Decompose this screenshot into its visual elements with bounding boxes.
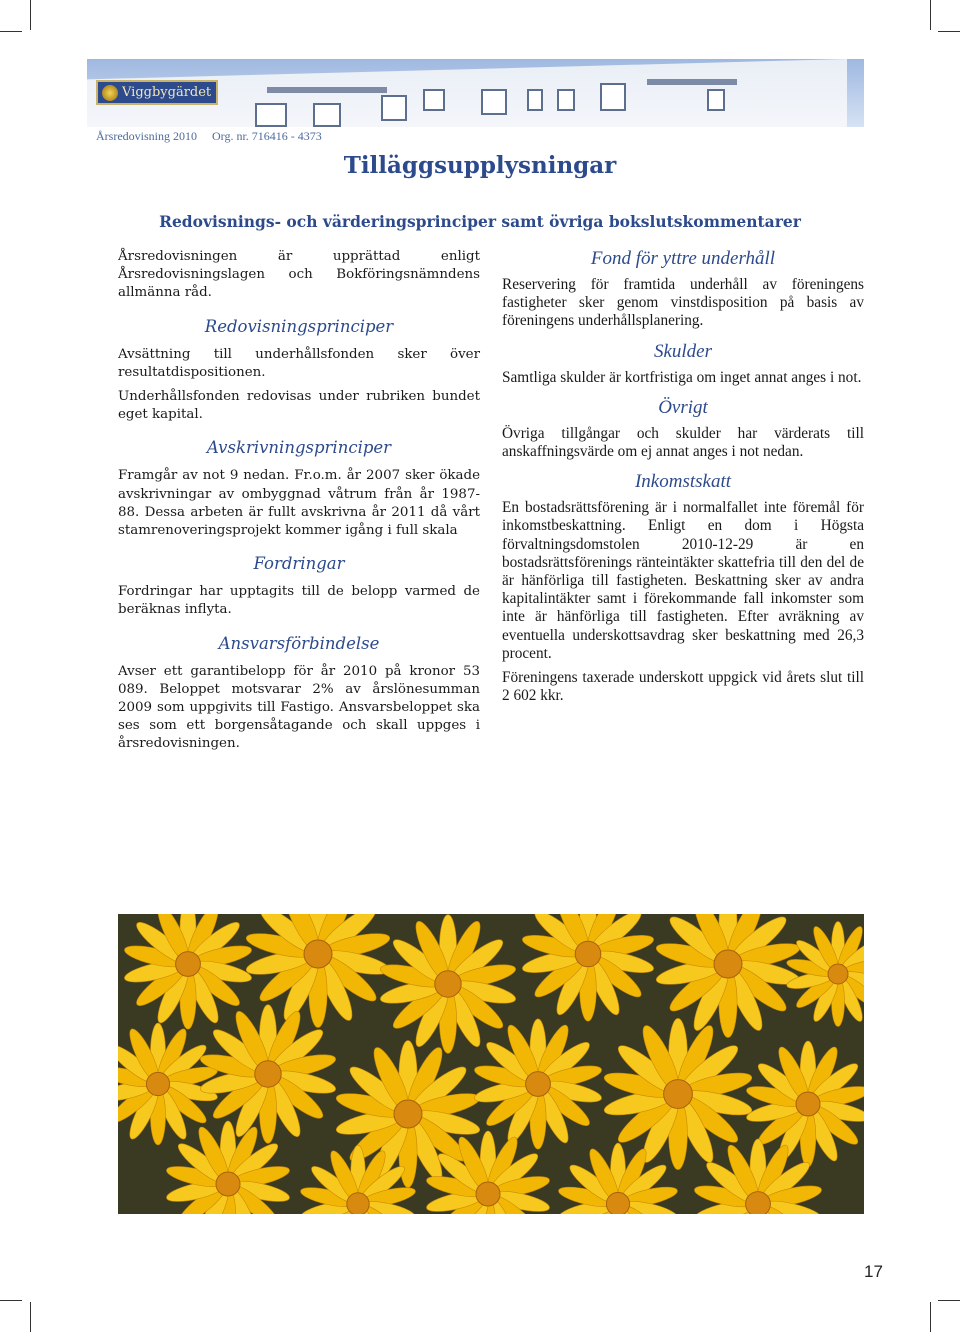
page-subtitle: Redovisnings- och värderingsprinciper samt övriga bokslutskommentarer [159,212,801,231]
crop-mark [30,1302,31,1332]
window [255,103,287,127]
window [481,89,507,115]
section-title: Fordringar [253,554,345,574]
window [527,89,543,111]
crop-mark [30,0,31,30]
paragraph: Samtliga skulder är kortfristiga om inget annat anges i not. [502,368,862,386]
right-column [502,248,864,711]
section-title: Ansvarsförbindelse [218,633,380,653]
crop-mark [930,1302,931,1332]
section-title: Inkomstskatt [634,471,732,493]
paragraph: Avser ett garantibelopp för år 2010 på kronor 53 089. Beloppet motsvarar 2% av årslönesumman 2009 som uppgivits till Fastigo. Ansvarsbeloppet ska ses som ett borgensåtagande och skall uppges i årsredovisningen. [118,663,480,752]
paragraph: Framgår av not 9 nedan. Fr.o.m. år 2007 sker ökade avskrivningar av ombyggnad våtrum från år 1987-88. Dessa arbeten är fullt avskrivna år 2011 då vårt stamrenoveringsprojekt kommer igång i full skala [118,468,480,539]
paragraph: Underhållsfonden redovisas under rubriken bundet eget kapital. [118,389,480,423]
window [381,95,407,121]
paragraph: Reservering för framtida underhåll av föreningens fastigheter sker genom vinstdisposition på basis av föreningens underhållsplanering. [502,276,864,330]
crop-mark [0,1300,22,1301]
section-title: Avskrivningsprinciper [206,438,392,458]
window [600,83,626,111]
paragraph: Övriga tillgångar och skulder har värderats till anskaffningsvärde om ej annat anges i not nedan. [502,424,864,461]
crop-mark [930,0,931,30]
section-title: Fond för yttre underhåll [590,248,776,269]
org-number: Org. nr. 716416 - 4373 [212,129,322,143]
crop-mark [938,1300,960,1301]
section-title: Övrigt [658,396,708,418]
intro-paragraph: Årsredovisningen är upprättad enligt Årsredovisningslagen och Bokföringsnämndens allmänna råd. [118,249,480,301]
section-title: Redovisningsprinciper [204,316,394,336]
page-title: Tilläggsupplysningar [343,152,617,179]
balcony [267,87,387,93]
window [423,89,445,111]
crop-mark [938,31,960,32]
logo [96,80,218,105]
flower-illustration [118,914,864,1214]
left-column [118,248,480,760]
report-label: Årsredovisning 2010 [96,129,197,143]
paragraph: En bostadsrättsförening är i normalfallet inte föremål för inkomstbeskattning. Enligt en dom i Högsta förvaltningsdomstolen 2010-12-29 är en bostadsrättsförenings ränteintäkter skattefria till den del de är hänförliga till fastigheten. Beskattning sker av andra kapitalintäkter samt i förekommande fall inkomster som inte är hänförliga till fastigheten. Efter avräkning av eventuella underskottsavdrag sker beskattning med 26,3 procent. [502,499,864,662]
flower-photo [118,914,864,1214]
logo-text: Viggbygärdet [122,85,212,100]
page-number: 17 [864,1262,883,1281]
paragraph: Fordringar har upptagits till de belopp varmed de beräknas inflyta. [118,584,480,618]
logo-seal-icon [102,85,118,101]
window [557,89,575,111]
report-meta [96,129,322,144]
window [707,89,725,111]
paragraph: Föreningens taxerade underskott uppgick vid årets slut till 2 602 kkr. [502,669,864,705]
section-title: Skulder [653,340,713,362]
window [313,103,341,127]
paragraph: Avsättning till underhållsfonden sker över resultatdispositionen. [118,346,480,380]
balcony [647,79,737,85]
crop-mark [0,31,22,32]
